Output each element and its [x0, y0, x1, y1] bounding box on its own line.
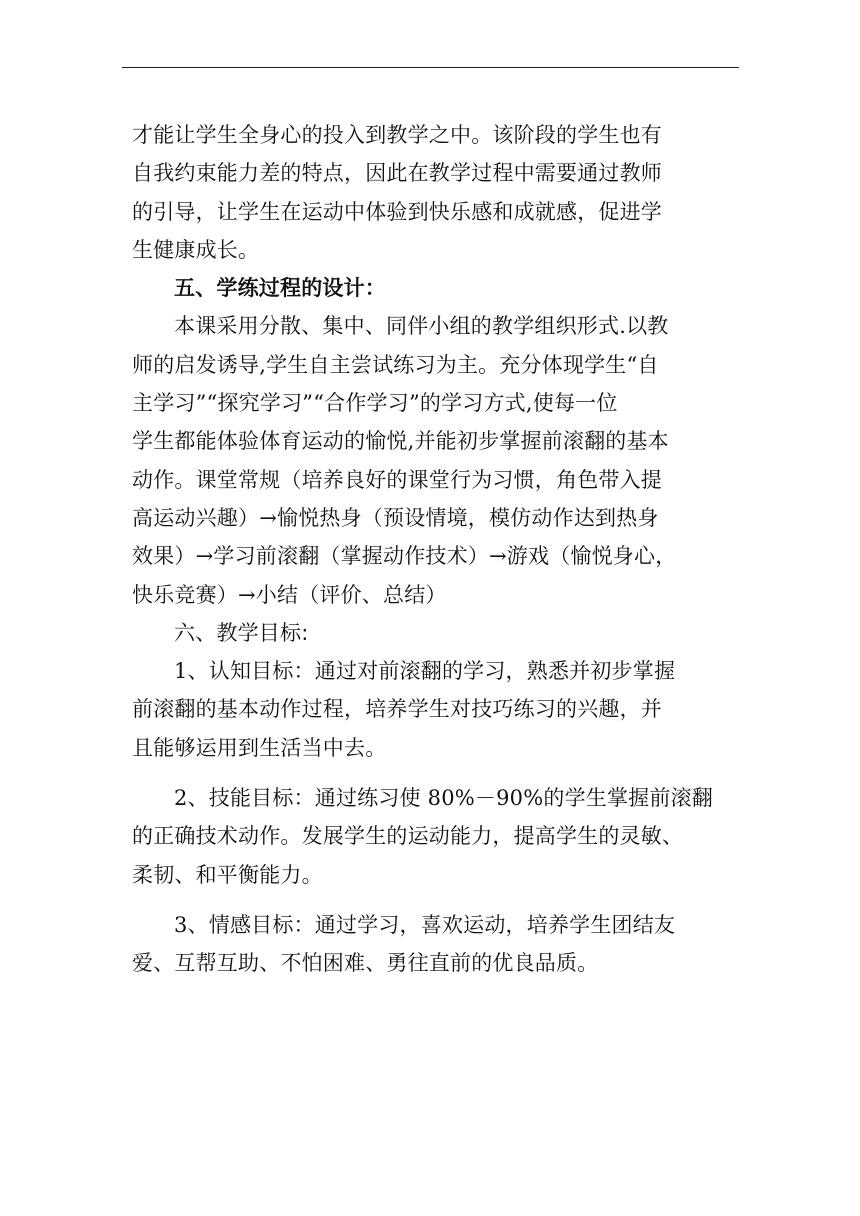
text-line: 才能让学生全身心的投入到教学之中。该阶段的学生也有	[132, 123, 662, 147]
header-rule	[122, 67, 739, 68]
text-line: 快乐竞赛）→小结（评价、总结）	[132, 582, 447, 607]
text-line: 的正确技术动作。发展学生的运动能力，提高学生的灵敏、	[132, 824, 684, 849]
text-line: 前滚翻的基本动作过程，培养学生对技巧练习的兴趣，并	[132, 697, 662, 722]
text-line: 本课采用分散、集中、同伴小组的教学组织形式.以教	[174, 314, 669, 339]
text-line: 高运动兴趣）→愉悦热身（预设情境，模仿动作达到热身	[132, 505, 659, 530]
spacer	[132, 894, 732, 906]
text-line: 生健康成长。	[132, 237, 260, 262]
text-line: 师的启发诱导,学生自主尝试练习为主。充分体现学生“自	[132, 352, 659, 377]
text-line: 1、认知目标：通过对前滚翻的学习，熟悉并初步掌握	[174, 659, 676, 684]
paragraph-design	[132, 307, 732, 613]
text-line: 主学习”“探究学习”“合作学习”的学习方式,使每一位	[132, 391, 618, 416]
paragraph-continuation	[132, 116, 732, 269]
section-heading-six: 六、教学目标:	[174, 620, 309, 645]
text-line: 爱、互帮互助、不怕困难、勇往直前的优良品质。	[132, 951, 599, 976]
section-heading-five: 五、学练过程的设计：	[174, 276, 386, 301]
goal-emotional	[132, 906, 732, 983]
text-line: 柔韧、和平衡能力。	[132, 862, 323, 887]
text-line: 自我约束能力差的特点，因此在教学过程中需要通过教师	[132, 161, 662, 186]
goal-skill	[132, 779, 732, 894]
text-line: 的引导，让学生在运动中体验到快乐感和成就感，促进学	[132, 199, 662, 224]
text-line: 学生都能体验体育运动的愉悦,并能初步掌握前滚翻的基本	[132, 429, 669, 454]
text-line: 2、技能目标：通过练习使 80%－90%的学生掌握前滚翻	[174, 786, 713, 811]
text-line: 且能够运用到生活当中去。	[132, 735, 387, 760]
text-line: 效果）→学习前滚翻（掌握动作技术）→游戏（愉悦身心，	[132, 544, 677, 569]
text-line: 动作。课堂常规（培养良好的课堂行为习惯，角色带入提	[132, 467, 662, 492]
document-body	[132, 116, 732, 983]
text-line: 3、情感目标：通过学习，喜欢运动，培养学生团结友	[174, 912, 676, 937]
spacer	[132, 767, 732, 779]
goal-cognitive	[132, 652, 732, 767]
